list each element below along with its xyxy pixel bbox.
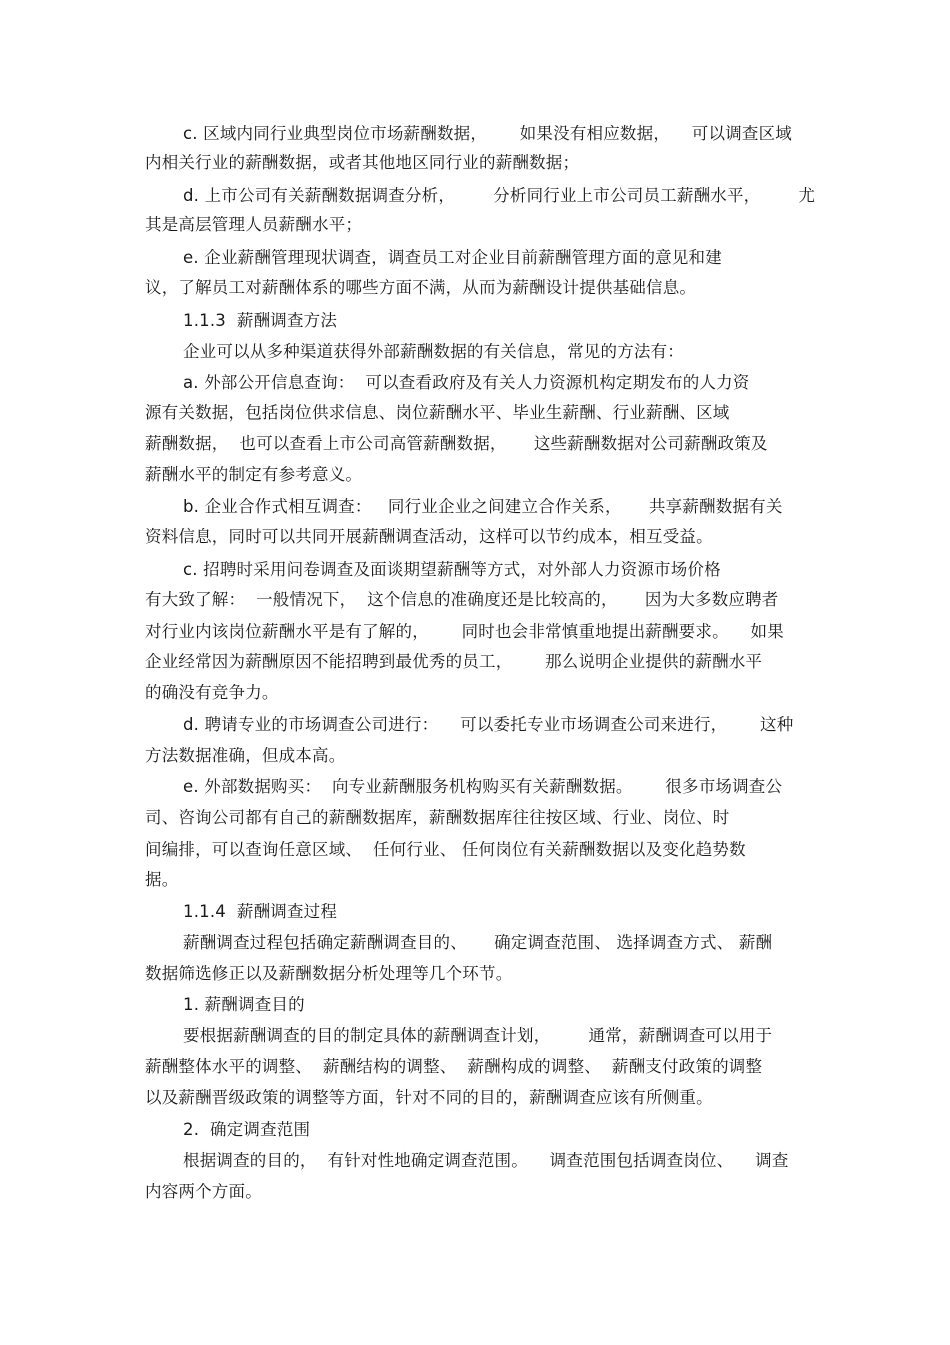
text-line: 有大致了解： 一般情况下， 这个信息的准确度还是比较高的， 因为大多数应聘者 — [145, 590, 779, 609]
text-line: 其是高层管理人员薪酬水平； — [145, 215, 363, 234]
section-heading: 1.1.4 薪酬调查过程 — [183, 902, 338, 921]
text-line: 内容两个方面。 — [145, 1182, 262, 1201]
text-line: 薪酬调查过程包括确定薪酬调查目的、 确定调查范围、 选择调查方式、 薪酬 — [183, 933, 773, 952]
text-line: d. 聘请专业的市场调查公司进行： 可以委托专业市场调查公司来进行， 这种 — [183, 715, 794, 734]
text-line: 资料信息，同时可以共同开展薪酬调查活动，这样可以节约成本，相互受益。 — [145, 527, 713, 546]
text-line: 薪酬数据， 也可以查看上市公司高管薪酬数据， 这些薪酬数据对公司薪酬政策及 — [145, 434, 768, 453]
text-line: 对行业内该岗位薪酬水平是有了解的， 同时也会非常慎重地提出薪酬要求。 如果 — [145, 622, 784, 641]
text-line: 议，了解员工对薪酬体系的哪些方面不满，从而为薪酬设计提供基础信息。 — [145, 278, 697, 297]
text-line: 源有关数据，包括岗位供求信息、岗位薪酬水平、毕业生薪酬、行业薪酬、区域 — [145, 403, 730, 422]
text-line: 根据调查的目的， 有针对性地确定调查范围。 调查范围包括调查岗位、 调查 — [183, 1151, 789, 1170]
text-line: 薪酬水平的制定有参考意义。 — [145, 465, 363, 484]
text-line: 司、咨询公司都有自己的薪酬数据库，薪酬数据库往往按区域、行业、岗位、时 — [145, 808, 730, 827]
text-line: 的确没有竞争力。 — [145, 683, 279, 702]
text-line: 薪酬整体水平的调整、 薪酬结构的调整、 薪酬构成的调整、 薪酬支付政策的调整 — [145, 1057, 763, 1076]
subsection-heading: 2. 确定调查范围 — [183, 1120, 311, 1139]
text-line: 内相关行业的薪酬数据，或者其他地区同行业的薪酬数据； — [145, 153, 580, 172]
text-line: 方法数据准确，但成本高。 — [145, 746, 346, 765]
text-line: d. 上市公司有关薪酬数据调查分析， 分析同行业上市公司员工薪酬水平， 尤 — [183, 186, 816, 205]
subsection-heading: 1. 薪酬调查目的 — [183, 995, 305, 1014]
section-heading: 1.1.3 薪酬调查方法 — [183, 311, 338, 330]
text-line: 以及薪酬晋级政策的调整等方面，针对不同的目的，薪酬调查应该有所侧重。 — [145, 1088, 713, 1107]
text-line: b. 企业合作式相互调查： 同行业企业之间建立合作关系， 共享薪酬数据有关 — [183, 497, 783, 516]
text-line: 间编排，可以查询任意区域、 任何行业、 任何岗位有关薪酬数据以及变化趋势数 — [145, 840, 746, 859]
text-line: 数据筛选修正以及薪酬数据分析处理等几个环节。 — [145, 964, 513, 983]
text-line: e. 企业薪酬管理现状调查，调查员工对企业目前薪酬管理方面的意见和建 — [183, 248, 722, 267]
text-line: c. 区域内同行业典型岗位市场薪酬数据， 如果没有相应数据， 可以调查区域 — [183, 124, 793, 143]
text-line: a. 外部公开信息查询： 可以查看政府及有关人力资源机构定期发布的人力资 — [183, 373, 750, 392]
text-line: 要根据薪酬调查的目的制定具体的薪酬调查计划， 通常，薪酬调查可以用于 — [183, 1026, 773, 1045]
text-line: 企业可以从多种渠道获得外部薪酬数据的有关信息，常见的方法有： — [183, 342, 684, 361]
text-line: e. 外部数据购买： 向专业薪酬服务机构购买有关薪酬数据。 很多市场调查公 — [183, 777, 783, 796]
text-line: c. 招聘时采用问卷调查及面谈期望薪酬等方式，对外部人力资源市场价格 — [183, 560, 721, 579]
text-line: 企业经常因为薪酬原因不能招聘到最优秀的员工， 那么说明企业提供的薪酬水平 — [145, 652, 763, 671]
text-line: 据。 — [145, 870, 179, 889]
